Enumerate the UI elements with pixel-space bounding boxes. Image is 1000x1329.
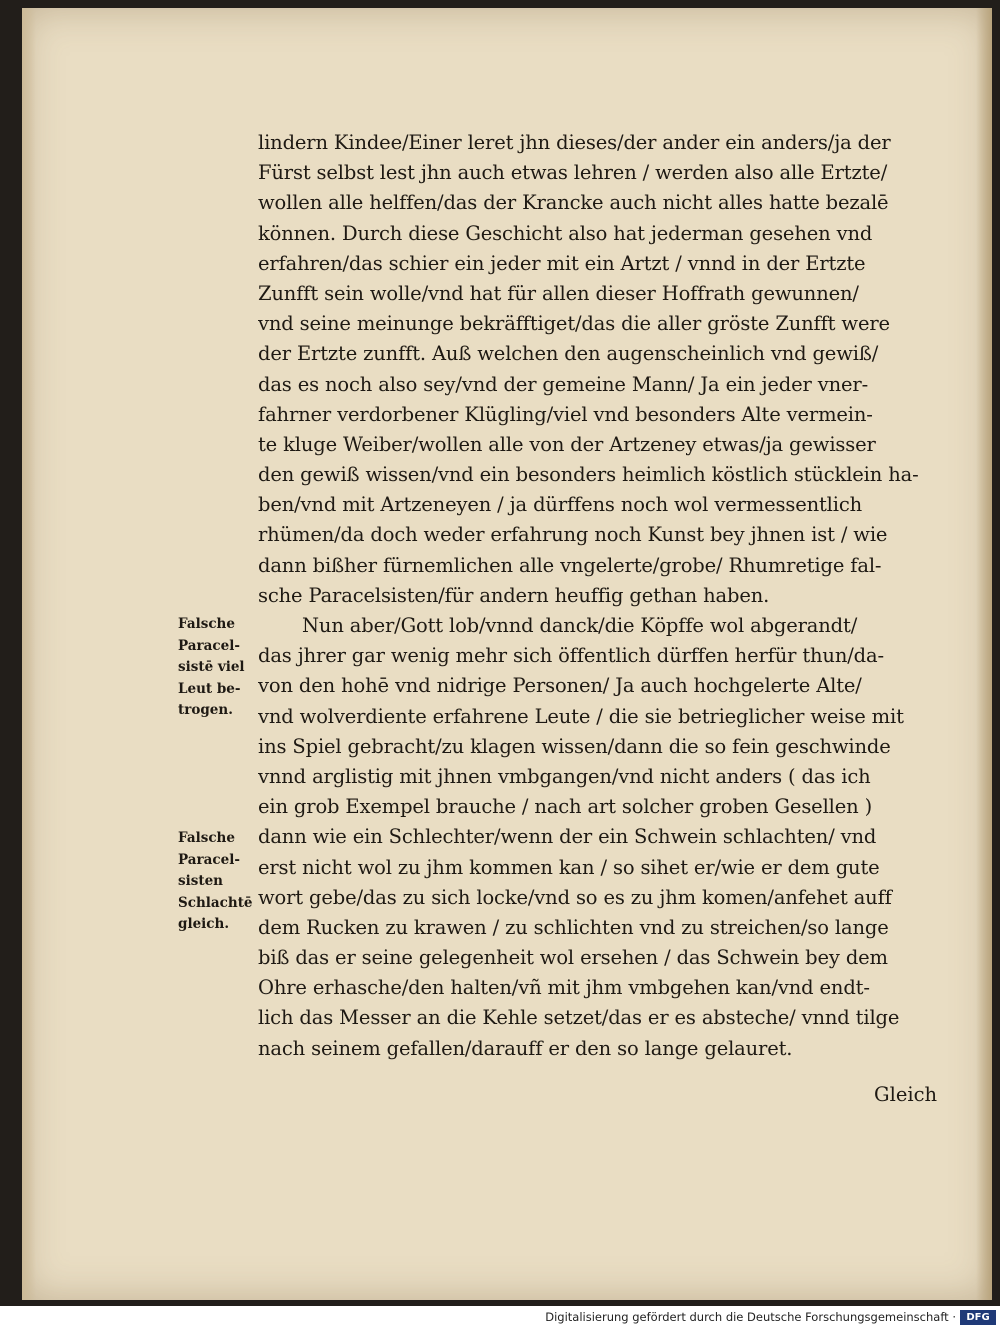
- text-line: biß das er seine gelegenheit wol ersehen / das Schwein bey dem: [258, 946, 888, 970]
- page-edge-shadow-left: [22, 8, 36, 1300]
- text-line: rhümen/da doch weder erfahrung noch Kunst bey jhnen ist / wie: [258, 523, 888, 547]
- text-line: Nun aber/Gott lob/vnnd danck/die Köpffe wol abgerandt/: [302, 614, 858, 637]
- text-line: von den hohē vnd nidrige Personen/ Ja auch hochgelerte Alte/: [258, 674, 862, 698]
- text-line: ein grob Exempel brauche / nach art solcher groben Gesellen ): [258, 795, 873, 819]
- text-line: vnd seine meinunge bekräfftiget/das die aller gröste Zunfft were: [258, 312, 890, 336]
- marginal-note: [178, 614, 258, 722]
- text-line: ben/vnd mit Artzeneyen / ja dürffens noch wol vermessentlich: [258, 493, 863, 517]
- text-line: ins Spiel gebracht/zu klagen wissen/dann die so fein geschwinde: [258, 734, 891, 758]
- text-line: das es noch also sey/vnd der gemeine Mann/ Ja ein jeder vner-: [258, 372, 869, 396]
- marginal-note-line: Paracel-: [178, 851, 240, 868]
- marginal-note-line: sistē viel: [178, 659, 245, 675]
- marginal-note: [178, 828, 258, 936]
- text-line: wort gebe/das zu sich locke/vnd so es zu jhm komen/anfehet auff: [258, 885, 892, 909]
- book-page: [22, 8, 992, 1300]
- marginal-note-line: Falsche: [178, 830, 235, 846]
- marginal-note-line: sisten: [178, 873, 223, 889]
- text-line: Ohre erhasche/den halten/vñ mit jhm vmbgehen kan/vnd endt-: [258, 976, 870, 1000]
- dfg-logo-icon: DFG: [960, 1310, 996, 1325]
- page-edge-shadow-right: [976, 8, 992, 1300]
- marginal-note-line: trogen.: [178, 702, 233, 718]
- text-line: erst nicht wol zu jhm kommen kan / so sihet er/wie er dem gute: [258, 855, 880, 879]
- text-line: wollen alle helffen/das der Krancke auch nicht alles hatte bezalē: [258, 191, 889, 215]
- text-line: nach seinem gefallen/darauff er den so lange gelauret.: [258, 1036, 793, 1060]
- text-line: den gewiß wissen/vnd ein besonders heimlich köstlich stücklein ha-: [258, 463, 919, 487]
- marginal-note-line: Schlachtē: [178, 894, 253, 911]
- text-line: Fürst selbst lest jhn auch etwas lehren / werden also alle Ertzte/: [258, 161, 888, 185]
- text-line: lindern Kindee/Einer leret jhn dieses/der ander ein anders/ja der: [258, 131, 891, 154]
- text-line: sche Paracelsisten/für andern heuffig gethan haben.: [258, 583, 770, 607]
- text-line: erfahren/das schier ein jeder mit ein Artzt / vnnd in der Ertzte: [258, 251, 866, 275]
- text-line: der Ertzte zunfft. Auß welchen den augenscheinlich vnd gewiß/: [258, 342, 879, 366]
- catchword: Gleich: [874, 1083, 938, 1106]
- text-line: dann bißher fürnemlichen alle vngelerte/grobe/ Rhumretige fal-: [258, 553, 882, 577]
- text-line: vnd wolverdiente erfahrene Leute / die sie betrieglicher weise mit: [258, 704, 904, 728]
- text-line: fahrner verdorbener Klügling/viel vnd besonders Alte vermein-: [258, 402, 873, 426]
- marginal-note-line: Leut be-: [178, 680, 241, 697]
- body-text: [258, 128, 958, 1064]
- funding-credit: Digitalisierung gefördert durch die Deutsche Forschungsgemeinschaft ·: [545, 1310, 956, 1324]
- marginal-note-line: gleich.: [178, 916, 230, 932]
- text-line: dann wie ein Schlechter/wenn der ein Schwein schlachten/ vnd: [258, 825, 877, 849]
- text-line: das jhrer gar wenig mehr sich öffentlich dürffen herfür thun/da-: [258, 644, 884, 668]
- text-line: Zunfft sein wolle/vnd hat für allen dieser Hoffrath gewunnen/: [258, 281, 859, 305]
- text-line: dem Rucken zu krawen / zu schlichten vnd zu streichen/so lange: [258, 915, 889, 939]
- text-line: te kluge Weiber/wollen alle von der Artzeney etwas/ja gewisser: [258, 432, 876, 456]
- text-line: lich das Messer an die Kehle setzet/das er es absteche/ vnnd tilge: [258, 1006, 900, 1030]
- marginal-note-line: Falsche: [178, 616, 235, 632]
- text-line: vnnd arglistig mit jhnen vmbgangen/vnd nicht anders ( das ich: [258, 764, 871, 788]
- footer-bar: [0, 1306, 1000, 1329]
- text-line: können. Durch diese Geschicht also hat jederman gesehen vnd: [258, 221, 873, 245]
- marginal-note-line: Paracel-: [178, 637, 240, 654]
